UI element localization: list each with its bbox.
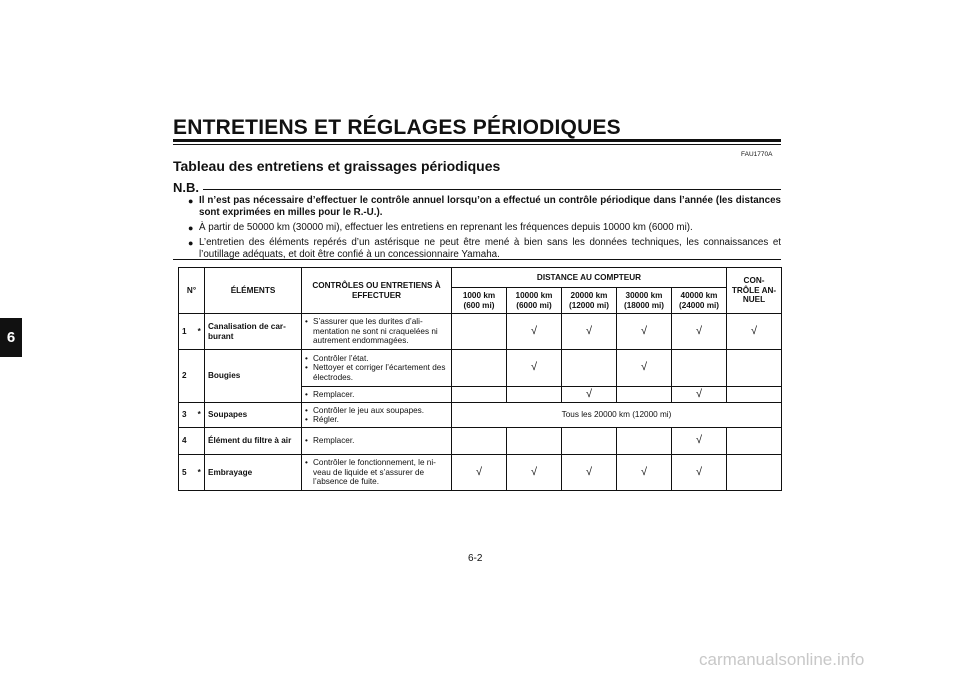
check-cell <box>727 428 782 455</box>
distance-km: 10000 km <box>515 291 553 300</box>
distance-mi: (18000 mi) <box>623 300 665 310</box>
check-item: • Régler. <box>305 415 448 425</box>
check-cell <box>507 387 562 403</box>
check-cell: √ <box>617 350 672 387</box>
row-asterisk <box>195 350 205 403</box>
check-cell <box>562 428 617 455</box>
check-item: • Remplacer. <box>305 390 448 400</box>
header-checks: CONTRÔLES OU ENTRETIENS À EFFECTUER <box>302 268 452 314</box>
note-item <box>188 195 781 219</box>
table-row <box>179 314 782 350</box>
check-cell: √ <box>672 387 727 403</box>
row-element: Élément du filtre à air <box>205 428 302 455</box>
header-distance: DISTANCE AU COMPTEUR <box>452 268 727 288</box>
page-number: 6-2 <box>468 553 483 564</box>
check-cell <box>452 314 507 350</box>
row-number: 4 <box>179 428 195 455</box>
check-cell <box>727 387 782 403</box>
header-row <box>179 268 782 288</box>
header-distance-2 <box>507 288 562 314</box>
bullet-icon: ● <box>188 196 194 206</box>
header-num: N° <box>179 268 205 314</box>
check-cell: √ <box>452 455 507 491</box>
note-list <box>188 195 781 264</box>
row-asterisk: * <box>195 455 205 491</box>
check-cell: √ <box>507 455 562 491</box>
check-item: • Contrôler le jeu aux soupapes. <box>305 406 448 416</box>
nb-label: N.B. <box>173 180 199 195</box>
header-annual: CON-TRÔLE AN-NUEL <box>727 268 782 314</box>
note-text: Il n’est pas nécessaire d’effectuer le contrôle annuel lorsqu’on a effectué un contrôle périodique dans l’année (les distances sont exprimées en milles pour le R.-U.). <box>199 195 781 218</box>
header-distance-3 <box>562 288 617 314</box>
distance-km: 20000 km <box>570 291 608 300</box>
section-heading: Tableau des entretiens et graissages périodiques <box>173 158 501 174</box>
check-item: • Contrôler le fonctionnement, le ni-veau de liquide et s’assurer de l’absence de fuite. <box>305 458 448 487</box>
note-item <box>188 237 781 261</box>
chapter-tab: 6 <box>0 318 22 357</box>
row-number: 1 <box>179 314 195 350</box>
check-item: • Remplacer. <box>305 436 448 446</box>
row-checks <box>302 455 452 491</box>
table-row <box>179 428 782 455</box>
check-cell: √ <box>562 455 617 491</box>
bullet-icon: ● <box>188 223 194 233</box>
distance-mi: (600 mi) <box>463 300 495 310</box>
row-number: 2 <box>179 350 195 403</box>
row-element: Soupapes <box>205 403 302 428</box>
check-cell <box>452 428 507 455</box>
notes-end-rule <box>173 259 781 260</box>
row-element: Canalisation de car-burant <box>205 314 302 350</box>
row-checks <box>302 350 452 387</box>
row-number: 3 <box>179 403 195 428</box>
check-cell <box>452 387 507 403</box>
reference-code: FAU1770A <box>741 151 773 158</box>
nb-rule <box>203 189 781 190</box>
check-cell <box>727 455 782 491</box>
check-cell: √ <box>617 314 672 350</box>
check-cell: √ <box>727 314 782 350</box>
row-asterisk: * <box>195 314 205 350</box>
distance-mi: (6000 mi) <box>516 300 552 310</box>
row-asterisk <box>195 428 205 455</box>
check-cell: √ <box>507 350 562 387</box>
title-rule-thin <box>173 144 781 145</box>
check-cell: √ <box>672 455 727 491</box>
maintenance-table <box>178 267 782 491</box>
distance-mi: (24000 mi) <box>678 300 720 310</box>
page-title: ENTRETIENS ET RÉGLAGES PÉRIODIQUES <box>173 116 621 139</box>
check-item: • Contrôler l’état. <box>305 354 448 364</box>
check-cell <box>727 350 782 387</box>
table-row <box>179 350 782 387</box>
check-cell: √ <box>507 314 562 350</box>
check-cell <box>672 350 727 387</box>
note-text: L’entretien des éléments repérés d’un astérisque ne peut être mené à bien sans les données techniques, les connaissances et l’outillage adéquats, et doit être confié à un concessionnaire Yamaha. <box>199 237 781 260</box>
row-checks <box>302 428 452 455</box>
check-cell <box>617 428 672 455</box>
note-item <box>188 222 781 234</box>
row-element: Bougies <box>205 350 302 403</box>
check-item: • Nettoyer et corriger l’écartement des électrodes. <box>305 363 448 382</box>
distance-km: 30000 km <box>625 291 663 300</box>
check-item: • S’assurer que les durites d’ali-mentation ne sont ni craquelées ni autrement endommagées. <box>305 317 448 346</box>
check-cell: √ <box>672 428 727 455</box>
distance-km: 1000 km <box>462 291 496 300</box>
header-distance-4 <box>617 288 672 314</box>
table-row <box>179 455 782 491</box>
row-checks <box>302 387 452 403</box>
check-cell: √ <box>672 314 727 350</box>
bullet-icon: ● <box>188 238 194 248</box>
table-row <box>179 403 782 428</box>
check-cell: √ <box>562 387 617 403</box>
distance-mi: (12000 mi) <box>568 300 610 310</box>
row-checks <box>302 314 452 350</box>
check-cell <box>507 428 562 455</box>
check-cell <box>562 350 617 387</box>
check-cell <box>617 387 672 403</box>
check-cell <box>452 350 507 387</box>
distance-km: 40000 km <box>680 291 718 300</box>
check-cell: √ <box>562 314 617 350</box>
row-asterisk: * <box>195 403 205 428</box>
watermark: carmanualsonline.info <box>699 650 865 669</box>
row-checks <box>302 403 452 428</box>
row-element: Embrayage <box>205 455 302 491</box>
note-text: À partir de 50000 km (30000 mi), effectuer les entretiens en reprenant les fréquences depuis 10000 km (6000 mi). <box>199 222 693 233</box>
interval-cell: Tous les 20000 km (12000 mi) <box>452 403 782 428</box>
header-distance-1 <box>452 288 507 314</box>
row-number: 5 <box>179 455 195 491</box>
title-rule <box>173 139 781 142</box>
check-cell: √ <box>617 455 672 491</box>
header-distance-5 <box>672 288 727 314</box>
header-elements: ÉLÉMENTS <box>205 268 302 314</box>
